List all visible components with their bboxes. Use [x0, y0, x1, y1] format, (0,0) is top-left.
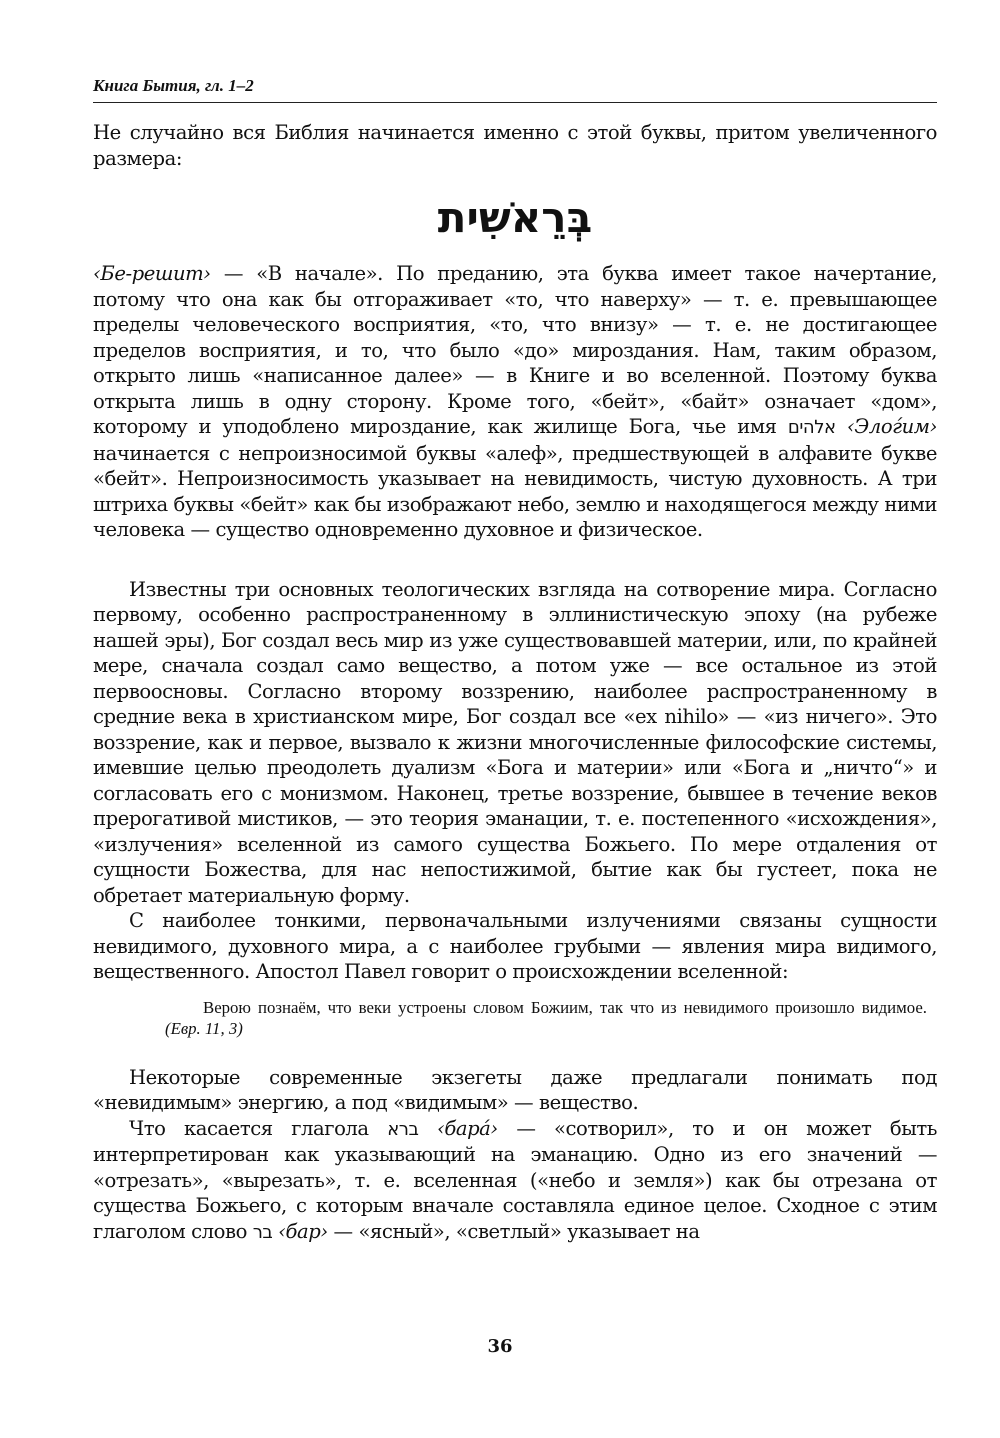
text-segment: — «ясный», «светлый» указывает на — [327, 1219, 700, 1243]
hebrew-word-bar: בר — [252, 1221, 273, 1243]
term-bereshit: ‹Бе-решит› — [93, 262, 211, 285]
page-body — [93, 74, 937, 1245]
paragraph-theologies: Известны три основных теологических взгляда на сотворение мира. Согласно первому, особенно распространенному в эллинистическую эпоху (на рубеже нашей эры), Бог создал весь мир из уже существовавшей материи, или, по крайней мере, сначала создал само вещество, а потом уже — все остальное из этой первоосновы. Согласно второму воззрению, наиболее распространенному в средние века в христианском мире, Бог создал все «ex nihilo» — «из ничего». Это воззрение, как и первое, вызвало к жизни многочисленные философские системы, имевшие целью преодолеть дуализм «Бога и материи» или «Бога и „ничто“» и согласовать его с монизмом. Наконец, третье воззрение, бывшее в течение веков прерогативой мистиков, — это теория эманации, т. е. постепенного «исхождения», «излучения» вселенной из самого существа Божьего. По мере отдаления от сущности Божества, для нас непостижимой, бытие как бы густеет, пока не обретает материальную форму. — [93, 577, 937, 907]
header-rule — [93, 102, 937, 103]
text-segment: — «В начале». По преданию, эта буква имеет такое начертание, потому что она как бы отгораживает «то, что наверху» — т. е. превышающее пределы человеческого восприятия, «то, что внизу» — т. е. не достигающее пределов восприятия, и то, что было «до» мироздания. Нам, таким образом, открыто лишь «написанное далее» — в Книге и во вселенной. Поэтому буква открыта лишь в одну сторону. Кроме того, «бейт», «байт» означает «дом», которому и уподоблено мироздание, как жилище Бога, чье имя — [93, 262, 937, 438]
running-head: Книга Бытия, гл. 1–2 — [93, 76, 254, 95]
hebrew-word-bara: ברא — [387, 1118, 419, 1140]
paragraph-bara — [93, 1116, 937, 1246]
page-number: 36 — [487, 1336, 513, 1357]
text-segment: — «сотворил», то и он может быть интерпретирован как указывающий на эманацию. Одно из его значений — «отрезать», «вырезать», т. е. вселенная («небо и земля») как бы отрезана от существа Божьего, с которым вначале составляла единое целое. Сходное с этим глаголом слово — [93, 1116, 937, 1243]
term-elohim: ‹Элоѓим› — [835, 415, 937, 438]
paragraph-bereshit — [93, 261, 937, 543]
paragraph-exegetes: Некоторые современные экзегеты даже предлагали понимать под «невидимым» энергию, а под «видимым» — вещество. — [93, 1065, 937, 1114]
text-segment: Что касается глагола — [129, 1116, 388, 1140]
quote-text: Верою познаём, что веки устроены словом Божиим, так что из невидимого произошло видимое. — [203, 997, 927, 1017]
paragraph-intro: Не случайно вся Библия начинается именно с этой буквы, притом увеличенного размера: — [93, 121, 937, 170]
text-segment: начинается с непроизносимой буквы «алеф», предшествующей в алфавите букве «бейт». Непроизносимость указывает на невидимость, чистую духовность. А три штриха буквы «бейт» как бы изображают небо, землю и находящегося между ними человека — существо одновременно духовное и физическое. — [93, 441, 937, 541]
scripture-quote — [165, 997, 927, 1039]
paragraph-emanation: С наиболее тонкими, первоначальными излучениями связаны сущности невидимого, духовного мира, а с наиболее грубыми — явления мира видимого, вещественного. Апостол Павел говорит о происхождении вселенной: — [93, 909, 937, 983]
term-bar: ‹бар› — [272, 1219, 328, 1243]
hebrew-word-elohim: אלהים — [787, 417, 836, 438]
quote-reference: (Евр. 11, 3) — [165, 1018, 243, 1038]
term-bara: ‹бара́› — [418, 1116, 498, 1140]
hebrew-title-bereshit: בְּרֵאשִׁית — [437, 193, 593, 242]
